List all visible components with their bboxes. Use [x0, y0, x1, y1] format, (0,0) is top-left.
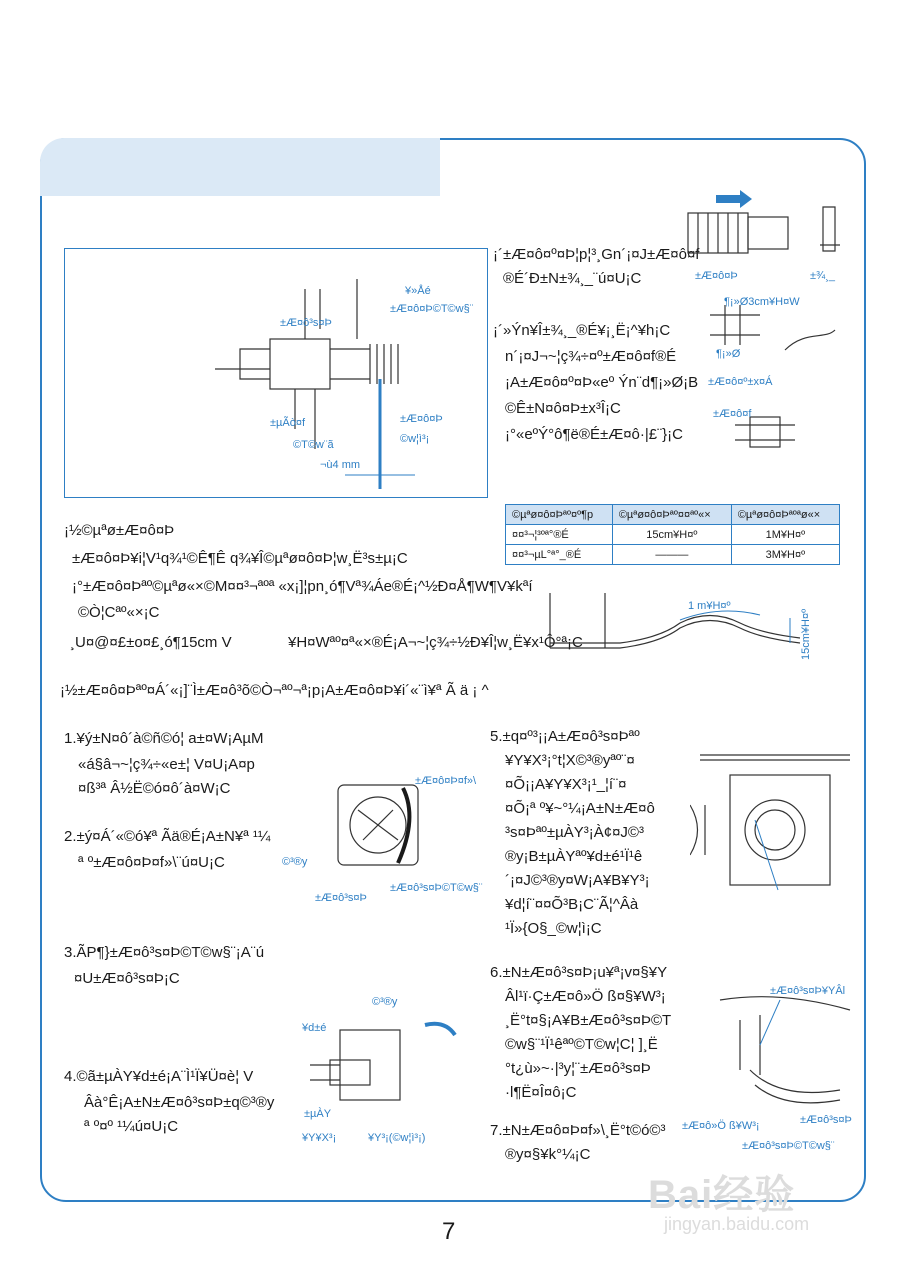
top-text-6: ©Ê±N¤ô¤Þ±x³Î¡C: [505, 400, 621, 417]
step5-line9: ¹Ï»{O§_©w¦ì¡C: [505, 920, 602, 937]
hose-length-label: 1 m¥H¤º: [688, 600, 731, 612]
step2-line2: ª º±Æ¤ô¤Þ¤f»\¨ú¤U¡C: [78, 854, 225, 871]
top-text-1: ¡´±Æ¤ô¤º¤Þ¦p¦³¸Gn´¡¤J±Æ¤ô¤f: [493, 246, 700, 263]
label-position: ©w¦ì³¡: [400, 433, 430, 445]
top-text-3: ¡´»Ýn¥Î±¾¸_®É¥¡¸Ë¡^¥h¡C: [493, 322, 671, 339]
page-number: 7: [442, 1218, 456, 1245]
notice-text: ¡½±Æ¤ô¤Þªº¤Á´«¡]¨Ì±Æ¤ô³õ©Ò¬ªº¬ª¡p¡A±Æ¤ô¤Þ¥i´«¨ì¥ª Ã ä ¡ ^: [60, 682, 489, 699]
step3-line2: ¤U±Æ¤ô³s¤Þ¡C: [74, 970, 180, 987]
label-clip: ±Æ¤ô¤Þ©T©w§¨: [390, 303, 474, 315]
step5-line1: 5.±q¤º³¡¡A±Æ¤ô³s¤Þªº: [490, 728, 640, 745]
step6-line4: ©w§¨¹Ï¹êªº©T©w¦C¦ ]¸Ë: [505, 1036, 658, 1053]
label-base: ©³®y: [282, 856, 308, 868]
table-cell: 3M¥H¤º: [731, 545, 839, 565]
section1-line4: ¸U¤@¤£±o¤£¸ó¶15cm V: [70, 634, 232, 651]
table-cell: ¤¤³¬µL°ª°_®É: [506, 545, 613, 565]
top-text-7: ¡°«eºÝ°ô¶ë®É±Æ¤ô·|£¨}¡C: [505, 426, 683, 443]
step5-line8: ¥d¦í¨¤¤Õ³B¡C¨Ã¦^Âà: [505, 896, 639, 913]
label-body: ¥»Åé: [405, 285, 431, 297]
table-header: ©µªø¤ô¤Þªº¤º¶p: [506, 505, 613, 525]
label-drain: ±Æ¤ô¤Þ: [400, 413, 443, 425]
fig-gap: ¶¡»Ø: [716, 348, 741, 360]
label-cover: ±Æ¤ô¤Þ¤f»\: [415, 775, 477, 787]
step2-line1: 2.±ý¤Á´«©ó¥ª Ãä®É¡A±N¥ª ¹¼: [64, 828, 271, 845]
label-seat: ©³®y: [372, 996, 398, 1008]
label-6b: ±Æ¤ô»Ö ß¥W³¡: [682, 1120, 760, 1132]
top-text-2: ®É´Ð±N±¾¸_¨ú¤U¡C: [503, 270, 642, 287]
step1-line1: 1.¥ý±N¤ô´à©ñ©ó¦ a±¤W¡AµM: [64, 730, 264, 747]
label-fixture: ©T©w¨ã: [293, 439, 334, 451]
fig-diam: ¶¡»Ø3cm¥H¤W: [724, 296, 800, 308]
step6-line3: ¸Ë°t¤§¡A¥B±Æ¤ô³s¤Þ©T: [505, 1012, 672, 1029]
fig-drain3: ±Æ¤ô¤º±x¤Á: [708, 376, 773, 388]
section1-line5: ¥H¤Wªº¤ª«×®É¡A¬~¦ç¾÷½Ð¥Î¦w¸Ë¥x¹Ô°ª¡C: [288, 634, 583, 651]
table-cell: ¤¤³¬¦³ºª°®É: [506, 525, 613, 545]
step3-line1: 3.ÃP¶}±Æ¤ô³s¤Þ©T©w§¨¡A¨ú: [64, 944, 265, 961]
step5-line7: ´¡¤J©³®y¤W¡A¥B¥Y³¡: [505, 872, 650, 889]
step4-line2: Âà°Ê¡A±N±Æ¤ô³s¤Þ±q©³®y: [84, 1094, 275, 1111]
section1-line1: ±Æ¤ô¤Þ¥i¦V¹q¾¹©Ê¶Ê q¾¥Î©µªø¤ô¤Þ¦w¸Ë³s±µ¡C: [72, 550, 408, 567]
label-6a: ±Æ¤ô³s¤Þ¥YÂl: [770, 985, 846, 997]
step6-drawing: [700, 990, 860, 1110]
hose-figures: [680, 185, 850, 455]
step2-drawing: [318, 770, 438, 890]
step5-line4: ¤Õ¡ª º¥~°¼¡A±N±Æ¤ô: [505, 800, 655, 817]
step5-line5: ³s¤Þªº±µÀY³¡À¢¤J©³: [505, 824, 644, 841]
step6-line6: ·l¶Ë¤Î¤ô¡C: [505, 1084, 577, 1101]
step6-line5: °t¿ù»~·|³y¦¨±Æ¤ô³s¤Þ: [505, 1060, 651, 1077]
section-tab: [40, 138, 440, 196]
table-cell: 15cm¥H¤º: [612, 525, 731, 545]
step1-line3: ¤ß³ª Â½Ë©ó¤ô´à¤W¡C: [78, 780, 231, 797]
step5-line3: ¤Õ¡¡A¥Y¥X³¡¹_¦í¨¤: [505, 776, 627, 793]
top-text-4: n´¡¤J¬~¦ç¾÷¤º±Æ¤ô¤f®É: [505, 348, 677, 365]
label-4mm: ¬ù4 mm: [320, 459, 361, 471]
label-joint2: ±µÀY: [304, 1108, 332, 1120]
step5-line2: ¥Y¥X³¡°t¦X©³®yªº¨¤: [505, 752, 635, 769]
section1-heading: ¡½©µªø±Æ¤ô¤Þ: [64, 522, 175, 539]
fig-drain1: ±Æ¤ô¤Þ: [695, 270, 738, 282]
section1-line3: ©Ò¦Cªº«×¡C: [78, 604, 160, 621]
label-drain-conn: ±Æ¤ô³s¤Þ: [280, 317, 332, 329]
step7-line1: 7.±N±Æ¤ô¤Þ¤f»\¸Ë°t©ó©³: [490, 1122, 666, 1139]
label-clip2: ±Æ¤ô³s¤Þ©T©w§¨: [390, 882, 483, 894]
step6-line2: Âl¹ï·Ç±Æ¤ô»Ö ß¤§¥W³¡: [505, 988, 666, 1005]
extension-spec-table: [505, 504, 840, 565]
fig-drain2: ±¾¸_: [810, 270, 835, 282]
label-out1: ¥Y¥X³¡: [302, 1132, 337, 1144]
step4-line3: ª º¤º ¹¼ú¤U¡C: [84, 1118, 179, 1135]
label-6c: ±Æ¤ô³s¤Þ: [800, 1114, 852, 1126]
table-header: ©µªø¤ô¤Þªºªø«×: [731, 505, 839, 525]
hose-height-label: 15cm¥H¤º: [800, 608, 812, 660]
watermark-url: jingyan.baidu.com: [664, 1214, 810, 1234]
step1-line2: «á§â¬~¦ç¾÷«e±¦ V¤U¡A¤p: [78, 756, 255, 773]
label-6d: ±Æ¤ô³s¤Þ©T©w§¨: [742, 1140, 835, 1152]
step5-drawing: [690, 750, 855, 900]
top-text-5: ¡A±Æ¤ô¤º¤Þ«eº Ýn¨d¶¡»Ø¡B: [505, 374, 699, 391]
step6-line1: 6.±N±Æ¤ô³s¤Þ¡u¥ª¡v¤§¥Y: [490, 964, 668, 981]
step4-line1: 4.©ã±µÀY¥d±é¡A¨Ì¹Ï¥Ü¤è¦ V: [64, 1068, 254, 1085]
label-conn: ±Æ¤ô³s¤Þ: [315, 892, 367, 904]
table-cell: ———: [612, 545, 731, 565]
step5-line6: ®y¡B±µÀYªº¥d±é¹Ï¹ê: [505, 848, 643, 865]
fig-drainf: ±Æ¤ô¤f: [713, 408, 752, 420]
table-cell: 1M¥H¤º: [731, 525, 839, 545]
table-header: ©µªø¤ô¤Þªº¤¤ªº«×: [612, 505, 731, 525]
label-out2: ¥Y³¡(©w¦ì³¡): [368, 1132, 426, 1144]
connection-diagram: [64, 248, 488, 498]
label-card: ¥d±é: [302, 1022, 327, 1034]
label-joint: ±µÃò¤f: [270, 417, 306, 429]
section1-line2: ¡°±Æ¤ô¤Þªº©µªø«×©M¤¤³¬ªºª «x¡]¦pn¸ó¶Vª¾Áe®É¡^½Ð¤Å¶W¶V¥kªí: [72, 578, 533, 595]
step7-line2: ®y¤§¥k°¼¡C: [505, 1146, 591, 1163]
watermark-logo: Bai经验: [648, 1173, 796, 1217]
